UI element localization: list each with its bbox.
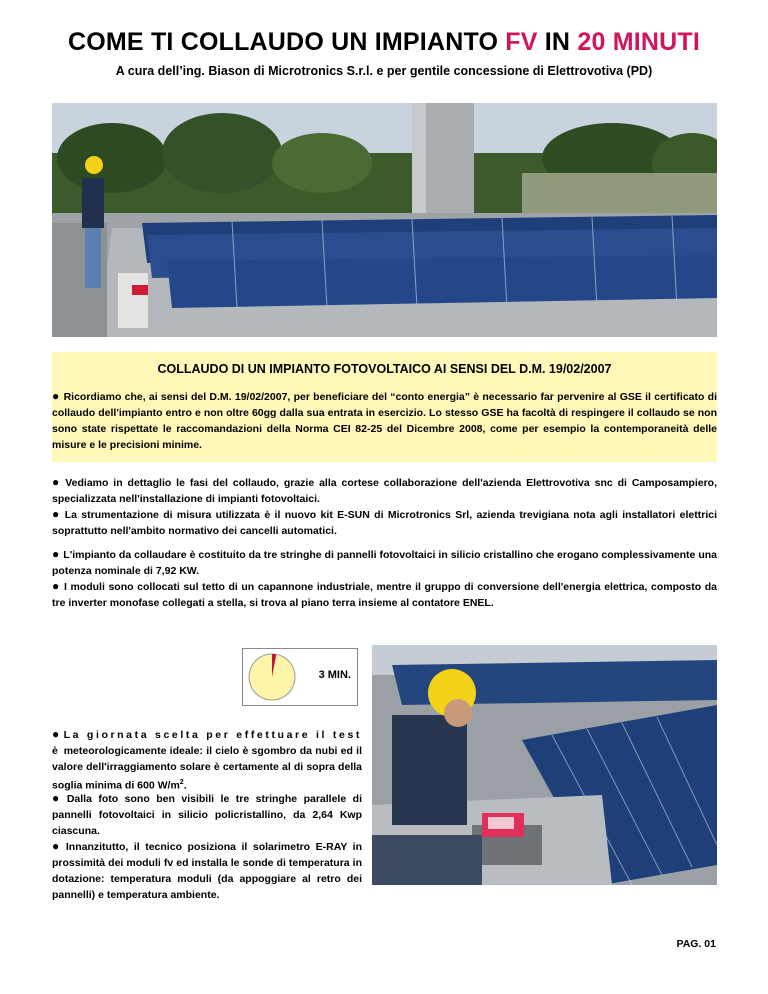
page-title: COME TI COLLAUDO UN IMPIANTO FV IN 20 MINUTI [68,28,700,56]
intro-paragraph: ● Ricordiamo che, ai sensi del D.M. 19/02/2007, per beneficiare del “conto energia” è necessario far pervenire al GSE il certificato di collaudo dell'impianto entro e non oltre 60gg dalla sua entrata in esercizio. Lo stesso GSE ha facoltà di respingere il collaudo se non sono state rispettate le raccomandazioni della Norma CEI 82-25 del Dicembre 2008, come per esempio la contemporaneità delle misure e le precisioni minime. [52,389,718,451]
left-paragraph: ● Innanzitutto, il tecnico posiziona il solarimetro E-RAY in prossimità dei moduli fv ed installa le sonde di temperatura in dotazione: temperatura moduli (da appoggiare al retro dei pannelli) e temperatura ambiente. [52,839,363,901]
paragraph: ● Vediamo in dettaglio le fasi del collaudo, grazie alla cortese collaborazione dell'azienda Elettrovotiva snc di Camposampiero, specializzata nell'installazione di impianti fotovoltaici. [52,475,718,505]
bullet-icon: ● [52,579,60,593]
bullet-icon: ● [52,475,62,489]
page-subtitle: A cura dell’ing. Biason di Microtronics S.r.l. e per gentile concessione di Elettrovotiva (PD) [115,64,653,78]
clock-pie-icon [247,652,297,702]
page-number: PAG. 01 [676,938,716,950]
bullet-icon: ● [52,389,60,403]
timer-label: 3 MIN. [318,669,351,681]
bullet-icon: ● [52,507,61,521]
technician-photo [372,645,717,885]
rooftop-solar-photo [52,103,717,337]
paragraph: ● I moduli sono collocati sul tetto di un capannone industriale, mentre il gruppo di conversione dell'energia elettrica, composto da tre inverter monofase collegati a stella, si trova al piano terra insieme al contatore ENEL. [52,579,717,609]
left-paragraph: ● La giornata scelta per effettuare il test è meteorologicamente ideale: il cielo è sgombro da nubi ed il valore dell'irraggiamento solare è certamente al di sopra della soglia minima di 600 $W/m^2$. [52,727,363,792]
paragraph: ● L'impianto da collaudare è costituito da tre stringhe di pannelli fotovoltaici in silicio cristallino che erogano complessivamente una potenza nominale di 7,92 KW. [52,547,718,577]
bullet-icon: ● [52,839,62,853]
bullet-icon: ● [52,727,60,741]
paragraph: ● La strumentazione di misura utilizzata è il nuovo kit E-SUN di Microtronics Srl, azienda trevigiana nota agli installatori elettrici soprattutto nell'ambito normativo dei cancelli automatici. [52,507,718,537]
left-paragraph: ● Dalla foto sono ben visibili le tre stringhe parallele di pannelli fotovoltaici in silicio policristallino, da 2,64 Kwp ciascuna. [52,791,362,837]
timer-box [242,648,358,706]
bullet-icon: ● [52,547,60,561]
intro-box-title: COLLAUDO DI UN IMPIANTO FOTOVOLTAICO AI SENSI DEL D.M. 19/02/2007 [157,362,612,376]
bullet-icon: ● [52,791,63,805]
